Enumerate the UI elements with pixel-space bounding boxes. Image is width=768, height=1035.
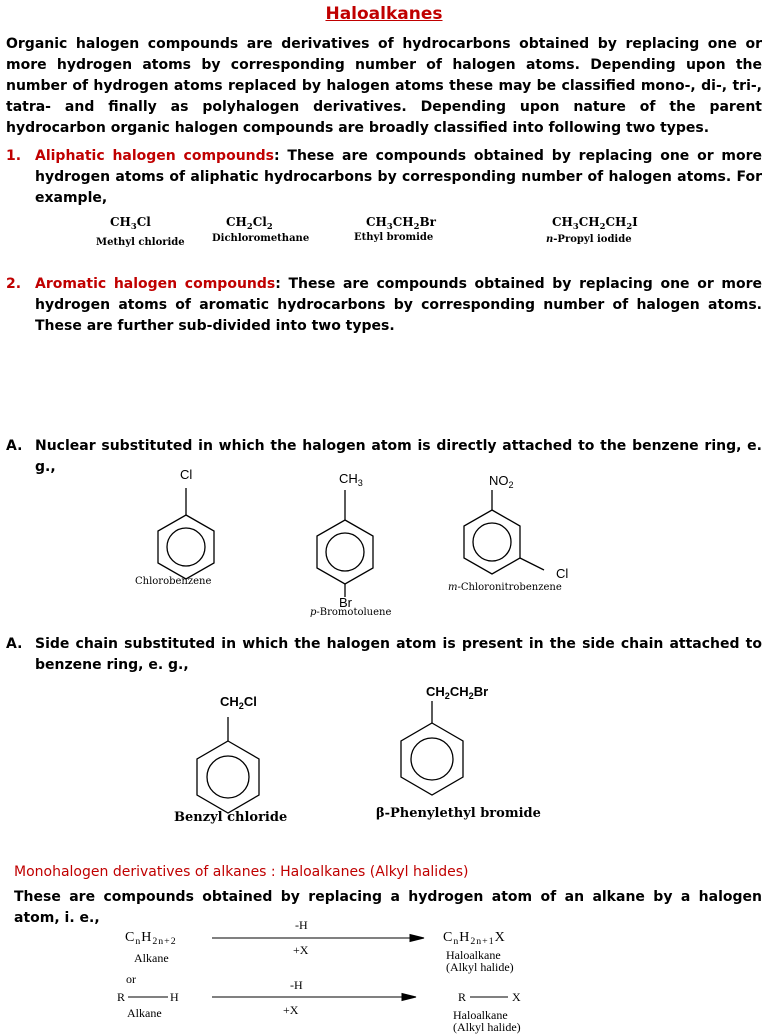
- equation-arrows: [0, 920, 768, 1024]
- benzyl-name: Benzyl chloride: [174, 810, 288, 825]
- list-label: A.: [6, 636, 23, 652]
- eq2-reactant-name: Alkane: [127, 1006, 162, 1020]
- nuclear-text: Nuclear substituted in which the halogen atom is directly attached to the benzene ring, e. g.,: [35, 438, 762, 475]
- formula-ethyl-bromide: $CH_3CH_2Br$: [366, 215, 436, 231]
- item-number: 2.: [6, 276, 22, 292]
- mono-text: These are compounds obtained by replacing a hydrogen atom of an alkane by a halogen atom, i. e.,: [14, 889, 762, 926]
- eq1-below: +X: [293, 943, 309, 957]
- chlorobenzene-name: Chlorobenzene: [135, 576, 212, 587]
- nuclear-structures: [0, 460, 768, 625]
- bromotoluene-top: $CH_3$: [339, 471, 363, 488]
- eq2-reactant-end: H: [170, 990, 179, 1004]
- aliphatic-item: [6, 146, 762, 209]
- eq1-reactant: $C_nH_{2n+2}$: [125, 930, 177, 947]
- formula-dichloromethane: $CH_2Cl_2$: [226, 215, 273, 231]
- name-ethyl-bromide: Ethyl bromide: [354, 232, 434, 243]
- formula-propyl-iodide: $CH_3CH_2CH_2I$: [552, 215, 638, 231]
- eq2-below: +X: [283, 1003, 299, 1017]
- phenylethyl-name: β-Phenylethyl bromide: [376, 806, 541, 821]
- name-methyl-chloride: Methyl chloride: [96, 237, 185, 248]
- page-title: Haloalkanes: [325, 4, 443, 24]
- aromatic-item: [6, 274, 762, 337]
- intro-paragraph: Organic halogen compounds are derivatives of hydrocarbons obtained by replacing one or more hydrogen atoms by corresponding number of halogen atoms. Depending upon the number of hydrogen atoms replaced by halogen atoms these may be classified mono-, di-, tri-, tatra- and finally as polyhalogen derivatives. Depending upon nature of the parent hydrocarbon organic halogen compounds are broadly classified into following two types.: [6, 36, 762, 136]
- phenylethyl-formula: $CH_2CH_2Br$: [426, 684, 489, 701]
- aromatic-heading: Aromatic halogen compounds: [35, 276, 276, 292]
- item-number: 1.: [6, 148, 22, 164]
- side-chain-structures: [0, 680, 768, 820]
- aliphatic-heading: Aliphatic halogen compounds: [35, 148, 274, 164]
- side-chain-text: Side chain substituted in which the halogen atom is present in the side chain attached to benzene ring, e. g.,: [35, 636, 762, 673]
- benzene-ring: [197, 741, 259, 813]
- chloronitro-top: $NO_2$: [489, 473, 514, 490]
- eq2-product-name: Haloalkane: [453, 1008, 508, 1022]
- eq1-product-alt: (Alkyl halide): [446, 960, 514, 974]
- aliphatic-text: : These are compounds obtained by replacing one or more hydrogen atoms of aliphatic hydrocarbons by corresponding number of halogen atoms. For example,: [35, 148, 762, 206]
- aromatic-text: : These are compounds obtained by replacing one or more hydrogen atoms of aromatic hydrocarbons by corresponding number of halogen atoms. These are further sub-divided into two types.: [35, 276, 762, 334]
- or-label: or: [126, 972, 136, 986]
- eq2-product-end: X: [512, 990, 521, 1004]
- mono-heading: Monohalogen derivatives of alkanes : Haloalkanes (Alkyl halides): [14, 864, 469, 880]
- name-dichloromethane: Dichloromethane: [212, 233, 310, 244]
- side-chain-line: [6, 634, 762, 676]
- eq1-product: $C_nH_{2n+1}X$: [443, 930, 506, 947]
- eq1-product-name: Haloalkane: [446, 948, 501, 962]
- chloronitro-side: Cl: [556, 566, 569, 581]
- name-propyl-iodide: n-Propyl iodide: [546, 234, 632, 245]
- eq1-reactant-name: Alkane: [134, 951, 169, 965]
- bromotoluene-bottom: Br: [339, 595, 352, 610]
- eq2-reactant: R: [117, 990, 126, 1004]
- bromotoluene-name: p-Bromotoluene: [310, 607, 392, 618]
- chloronitro-name: m-Chloronitrobenzene: [448, 582, 562, 593]
- formula-methyl-chloride: $CH_3Cl$: [110, 215, 151, 231]
- eq1-above: -H: [295, 918, 308, 932]
- benzene-ring: [401, 723, 463, 795]
- eq2-product-alt: (Alkyl halide): [453, 1020, 521, 1034]
- benzyl-formula: $CH_2Cl$: [220, 694, 257, 711]
- eq2-product: R: [458, 990, 467, 1004]
- eq2-above: -H: [290, 978, 303, 992]
- list-label: A.: [6, 438, 23, 454]
- chlorobenzene-substituent: Cl: [180, 467, 193, 482]
